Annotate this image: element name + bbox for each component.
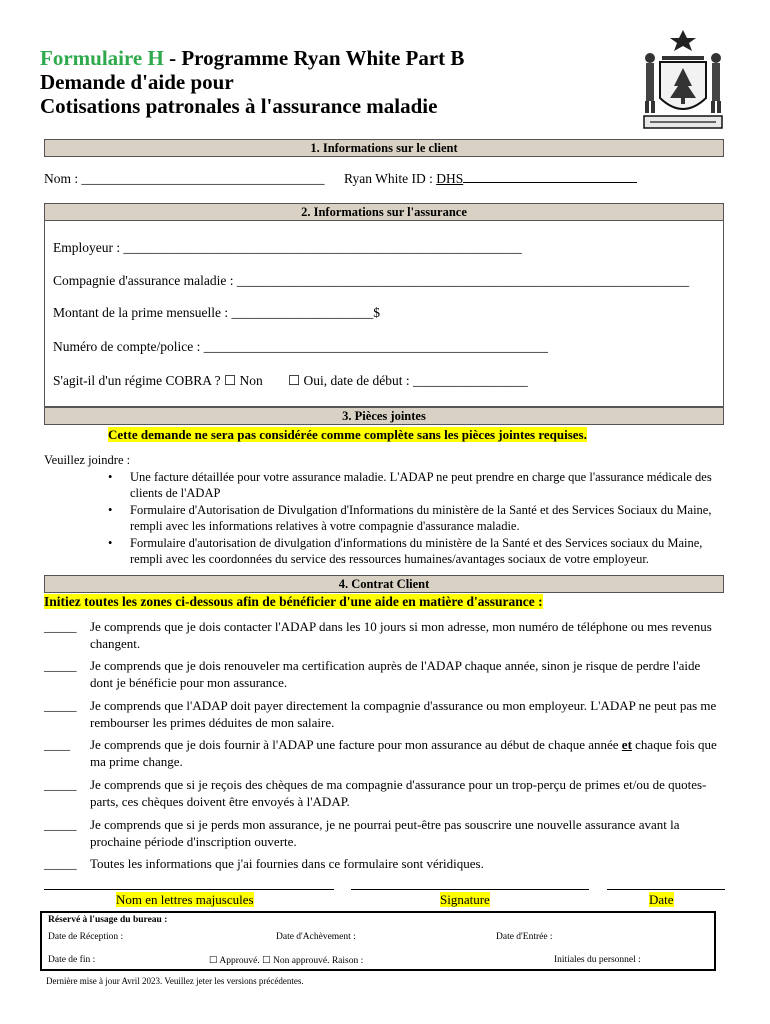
printed-name-label: Nom en lettres majuscules [116, 892, 254, 907]
ryan-white-id-prefix: DHS [436, 171, 464, 186]
initial-field[interactable]: ____ [44, 737, 70, 752]
attachments-warning: Cette demande ne sera pas considérée comme complète sans les pièces jointes requises. [108, 427, 587, 442]
attachments-intro: Veuillez joindre : [44, 453, 131, 467]
contract-text: Toutes les informations que j'ai fournies dans ce formulaire sont véridiques. [90, 856, 484, 871]
cobra-no-checkbox[interactable]: S'agit-il d'un régime COBRA ? ☐ Non [53, 373, 263, 388]
contract-text: Je comprends que si je perds mon assurance, je ne pourrai peut-être pas souscrire une nouvelle assurance avant la prochaine période d'inscription ouverte. [90, 817, 680, 849]
client-name-field[interactable]: Nom : ____________________________________ [44, 171, 325, 186]
premium-field[interactable]: Montant de la prime mensuelle : _____________________$ [53, 305, 380, 320]
title-line2: Demande d'aide pour [40, 70, 234, 94]
employer-field[interactable]: Employeur : ___________________________________________________________ [53, 240, 522, 255]
office-use-title: Réservé à l'usage du bureau : [48, 915, 168, 925]
footer-note: Dernière mise à jour Avril 2023. Veuillez jeter les versions précédentes. [46, 976, 304, 986]
initial-field[interactable]: _____ [44, 856, 77, 871]
ryan-white-id-field[interactable] [344, 171, 637, 187]
title-line3: Cotisations patronales à l'assurance maladie [40, 94, 438, 118]
contract-text: Je comprends que je dois contacter l'ADAP dans les 10 jours si mon adresse, mon numéro de téléphone ou mes revenus changent. [90, 619, 712, 651]
insurer-field[interactable]: Compagnie d'assurance maladie : ___________________________________________________________________ [53, 273, 690, 288]
list-item: • Formulaire d'autorisation de divulgation d'informations du ministère de la Santé et des Services sociaux du Maine, rempli avec les coordonnées du service des ressources humaines/avantages sociaux de votre employeur. [108, 535, 723, 567]
signature-label: Signature [440, 892, 490, 907]
initial-field[interactable]: _____ [44, 817, 77, 832]
entry-date-field[interactable]: Date d'Entrée : [496, 932, 553, 942]
form-label: Formulaire H [40, 46, 164, 70]
account-number-field[interactable]: Numéro de compte/police : ___________________________________________________ [53, 339, 548, 354]
section1-header: 1. Informations sur le client [44, 139, 724, 157]
contract-instruction: Initiez toutes les zones ci-dessous afin de bénéficier d'une aide en matière d'assurance : [44, 594, 543, 609]
section2-header: 2. Informations sur l'assurance [44, 203, 724, 221]
contract-text: Je comprends que je dois renouveler ma certification auprès de l'ADAP chaque année, sinon je risque de perdre l'aide dont je bénéficie pour mon assurance. [90, 658, 701, 690]
initial-field[interactable]: _____ [44, 658, 77, 673]
list-item: • Une facture détaillée pour votre assurance maladie. L'ADAP ne peut prendre en charge que l'assurance médicale des clients de l'ADAP [108, 469, 723, 501]
contract-text: Je comprends que l'ADAP doit payer directement la compagnie d'assurance ou mon employeur. L'ADAP ne peut pas me rembourser les primes déduites de mon salaire. [90, 698, 717, 730]
reception-date-field[interactable]: Date de Réception : [48, 932, 124, 942]
section3-header: 3. Pièces jointes [44, 407, 724, 425]
section4-header: 4. Contrat Client [44, 575, 724, 593]
printed-name-line[interactable] [44, 889, 334, 890]
contract-text: Je comprends que si je reçois des chèques de ma compagnie d'assurance pour un trop-perçu de primes et/ou de quotes-parts, ces chèques doivent être envoyés à l'ADAP. [90, 777, 707, 809]
maine-seal-icon [640, 28, 726, 132]
approval-checkboxes[interactable]: ☐ Approuvé. ☐ Non approuvé. Raison : [209, 956, 364, 966]
staff-initials-field[interactable]: Initiales du personnel : [554, 955, 641, 965]
signature-line[interactable] [351, 889, 589, 890]
list-item: • Formulaire d'Autorisation de Divulgation d'Informations du ministère de la Santé et des Services Sociaux du Maine, rempli avec les informations relatives à votre compagnie d'assurance maladie. [108, 502, 723, 534]
cobra-yes-checkbox[interactable]: ☐ Oui, date de début : _________________ [288, 373, 528, 388]
date-label: Date [649, 892, 674, 907]
initial-field[interactable]: _____ [44, 619, 77, 634]
completion-date-field[interactable]: Date d'Achèvement : [276, 932, 356, 942]
date-line[interactable] [607, 889, 725, 890]
initial-field[interactable]: _____ [44, 777, 77, 792]
initial-field[interactable]: _____ [44, 698, 77, 713]
contract-text: Je comprends que je dois fournir à l'ADAP une facture pour mon assurance au début de chaque année et chaque fois que ma prime change. [90, 737, 717, 769]
attachments-list [108, 469, 723, 568]
end-date-field[interactable]: Date de fin : [48, 955, 96, 965]
program-name: - Programme Ryan White Part B [163, 46, 465, 70]
emphasis-and: et [621, 737, 632, 752]
form-title [40, 46, 464, 118]
ryan-white-id-label: Ryan White ID : [344, 171, 437, 186]
office-use-box [40, 911, 716, 971]
